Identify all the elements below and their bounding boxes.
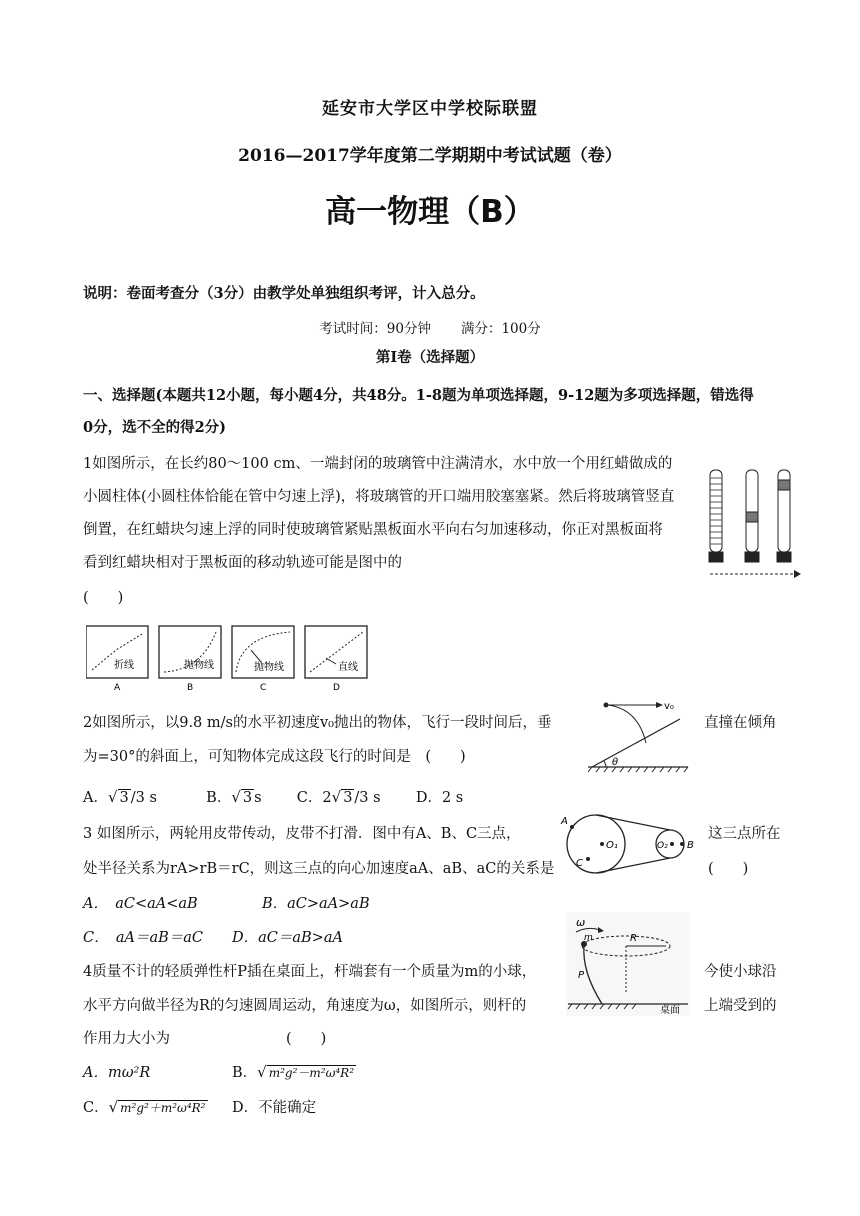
q3-opt-d: D．aC＝aB>aA — [232, 930, 343, 946]
section-instructions-line2: 0分，选不全的得2分) — [83, 419, 227, 436]
q4-opt-a: A．mω²R — [83, 1065, 151, 1081]
omega-label: ω — [576, 916, 586, 929]
q4-line1-right: 今使小球沿 — [704, 964, 777, 980]
label-zhixian: 直线 — [338, 662, 358, 673]
q3-opt-c: C． aA＝aB＝aC — [83, 930, 203, 946]
option-box-b — [159, 626, 221, 693]
exam-info — [0, 317, 860, 337]
q4-opt-b: B．√ m²g²－m²ω⁴R² — [232, 1063, 355, 1081]
label-C: C — [576, 858, 583, 869]
q1-tube-figure — [706, 462, 802, 582]
q4-opt-d: D．不能确定 — [232, 1100, 317, 1116]
label-A: A — [561, 816, 568, 827]
q4-opt-c: C．√ m²g²＋m²ω⁴R² — [83, 1098, 206, 1116]
R-label: R — [630, 933, 637, 944]
exam-score: 满分：100分 — [460, 321, 541, 337]
q2-options — [83, 786, 463, 807]
opt-c-label: C — [260, 683, 267, 693]
q2-opt-c: C．2√ 3 /3 s — [296, 788, 381, 806]
label-zhexian: 折线 — [114, 660, 134, 671]
q2-line1: 2如图所示，以9.8 m/s的水平初速度v₀抛出的物体，飞行一段时间后，垂 — [83, 715, 552, 731]
q1-line2: 小圆柱体(小圆柱体恰能在管中匀速上浮)，将玻璃管的开口端用胶塞塞紧。然后将玻璃管竖直 — [83, 489, 675, 505]
P-label: P — [578, 970, 585, 981]
q2-line1-right: 直撞在倾角 — [704, 715, 777, 731]
q3-line1: 3 如图所示，两轮用皮带传动，皮带不打滑．图中有A、B、C三点， — [83, 826, 521, 842]
q2-line2: 为=30°的斜面上，可知物体完成这段飞行的时间是 ( ) — [83, 749, 466, 765]
option-box-d — [305, 626, 367, 693]
part-title: 第Ⅰ卷（选择题） — [375, 349, 485, 366]
opt-d-label: D — [333, 683, 340, 693]
q4-line3: 作用力大小为 ( ) — [83, 1031, 327, 1047]
q4-line2: 水平方向做半径为R的匀速圆周运动，角速度为ω，如图所示，则杆的 — [83, 998, 527, 1014]
tube-3 — [777, 470, 791, 562]
label-paowuxian-b: 抛物线 — [184, 660, 214, 671]
q1-line3: 倒置，在红蜡块匀速上浮的同时使玻璃管紧贴黑板面水平向右匀加速移动，你正对黑板面将 — [83, 522, 663, 538]
q3-line2: 处半径关系为rA>rB＝rC，则这三点的向心加速度aA、aB、aC的关系是 — [83, 861, 555, 877]
theta-label: θ — [612, 757, 619, 768]
label-O1: O₁ — [606, 840, 618, 851]
q3-opt-a: A． aC<aA<aB — [83, 896, 198, 912]
v0-label: v₀ — [664, 701, 674, 712]
exam-note: 说明：卷面考查分（3分）由教学处单独组织考评，计入总分。 — [83, 285, 485, 302]
label-B: B — [687, 840, 694, 851]
m-label: m — [584, 933, 593, 943]
q3-line1-right: 这三点所在 — [708, 826, 781, 842]
option-box-a — [86, 626, 148, 693]
q1-line1: 1如图所示，在长约80～100 cm、一端封闭的玻璃管中注满清水，水中放一个用红蜡做成的 — [83, 456, 673, 472]
q2-incline-figure — [588, 695, 692, 775]
subject-title: 高一物理（B） — [325, 194, 535, 230]
school-name: 延安市大学区中学校际联盟 — [322, 99, 538, 119]
q2-opt-b: B．√ 3 s — [206, 788, 262, 806]
exam-time: 考试时间：90分钟 — [319, 321, 431, 337]
q4-rod-figure — [566, 912, 690, 1016]
option-box-c — [232, 626, 294, 693]
q2-opt-a: A．√ 3 /3 s — [83, 788, 157, 806]
section-instructions-line1: 一、选择题(本题共12小题，每小题4分，共48分。1-8题为单项选择题，9-12题为多项选择题，错选得 — [83, 387, 754, 404]
tube-2 — [745, 470, 759, 562]
q4-line2-right: 上端受到的 — [704, 998, 777, 1014]
opt-a-label: A — [114, 683, 121, 693]
q2-opt-d: D．2 s — [415, 790, 464, 806]
label-paowuxian-c: 抛物线 — [254, 662, 284, 673]
exam-title: 2016—2017学年度第二学期期中考试试题（卷） — [238, 146, 622, 166]
desk-label: 桌面 — [660, 1005, 680, 1016]
q3-line2-right: ( ) — [708, 861, 749, 877]
q3-belt-figure — [558, 812, 700, 876]
tube-1 — [709, 470, 723, 562]
label-O2: O₂ — [657, 841, 668, 851]
q1-bracket: ( ) — [83, 590, 124, 606]
q1-line4: 看到红蜡块相对于黑板面的移动轨迹可能是图中的 — [83, 555, 402, 571]
q3-opt-b: B．aC>aA>aB — [262, 896, 370, 912]
q1-trajectory-figure — [86, 622, 386, 694]
q4-line1: 4质量不计的轻质弹性杆P插在桌面上，杆端套有一个质量为m的小球， — [83, 964, 537, 980]
opt-b-label: B — [187, 683, 194, 693]
